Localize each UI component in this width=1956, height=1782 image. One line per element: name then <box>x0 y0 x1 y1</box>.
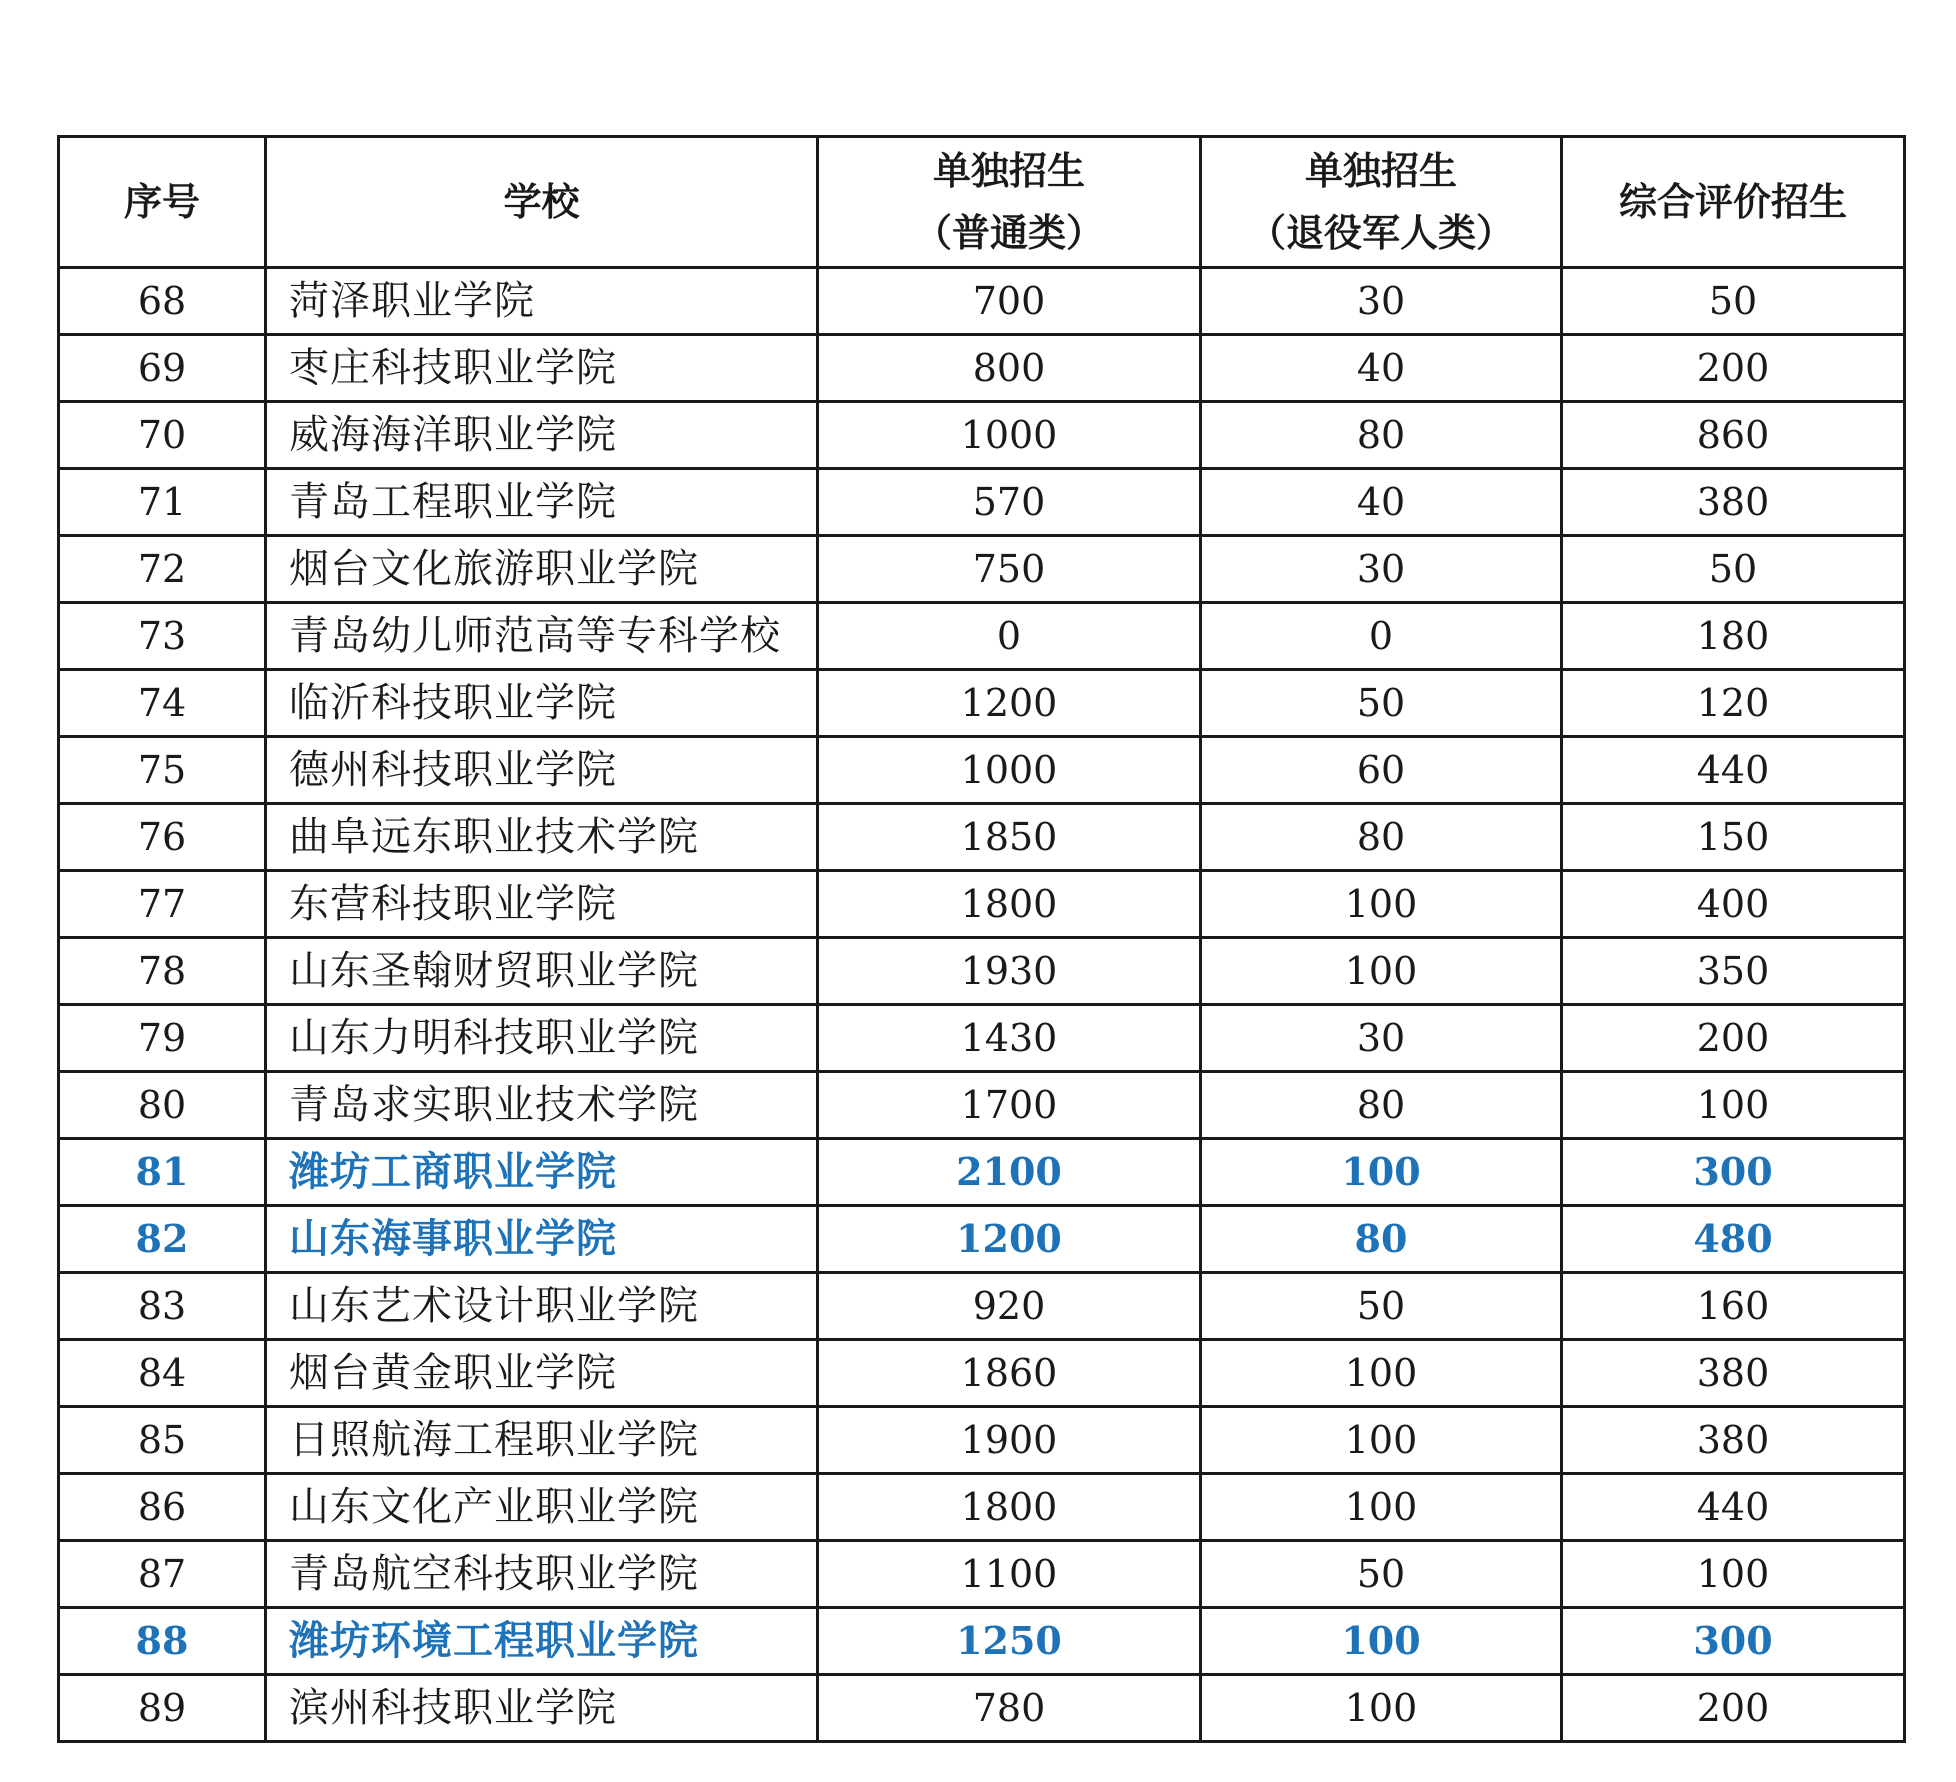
cell-general-enrollment: 800 <box>818 335 1201 402</box>
cell-index: 70 <box>59 402 266 469</box>
cell-veteran-enrollment: 40 <box>1201 469 1562 536</box>
cell-general-enrollment: 920 <box>818 1273 1201 1340</box>
cell-index: 89 <box>59 1675 266 1742</box>
cell-school: 威海海洋职业学院 <box>266 402 818 469</box>
cell-index: 80 <box>59 1072 266 1139</box>
enrollment-table-container <box>57 135 1903 1743</box>
cell-veteran-enrollment: 60 <box>1201 737 1562 804</box>
table-row <box>59 1675 1905 1742</box>
cell-general-enrollment: 1700 <box>818 1072 1201 1139</box>
cell-general-enrollment: 1800 <box>818 871 1201 938</box>
cell-veteran-enrollment: 50 <box>1201 1541 1562 1608</box>
cell-veteran-enrollment: 100 <box>1201 1139 1562 1206</box>
header-general-line1: 单独招生 <box>932 149 1085 193</box>
cell-general-enrollment: 700 <box>818 268 1201 335</box>
cell-school: 菏泽职业学院 <box>266 268 818 335</box>
cell-school: 山东文化产业职业学院 <box>266 1474 818 1541</box>
cell-general-enrollment: 1860 <box>818 1340 1201 1407</box>
table-row <box>59 804 1905 871</box>
table-row <box>59 402 1905 469</box>
cell-index: 82 <box>59 1206 266 1273</box>
cell-general-enrollment: 1200 <box>818 670 1201 737</box>
cell-index: 83 <box>59 1273 266 1340</box>
cell-comprehensive-enrollment: 200 <box>1562 335 1905 402</box>
cell-veteran-enrollment: 100 <box>1201 1608 1562 1675</box>
cell-school: 青岛工程职业学院 <box>266 469 818 536</box>
cell-comprehensive-enrollment: 120 <box>1562 670 1905 737</box>
cell-veteran-enrollment: 100 <box>1201 871 1562 938</box>
cell-comprehensive-enrollment: 300 <box>1562 1608 1905 1675</box>
cell-index: 77 <box>59 871 266 938</box>
header-veteran-enrollment <box>1201 137 1562 268</box>
cell-veteran-enrollment: 0 <box>1201 603 1562 670</box>
cell-general-enrollment: 1930 <box>818 938 1201 1005</box>
cell-general-enrollment: 1250 <box>818 1608 1201 1675</box>
table-row <box>59 1139 1905 1206</box>
cell-general-enrollment: 1850 <box>818 804 1201 871</box>
cell-index: 75 <box>59 737 266 804</box>
cell-comprehensive-enrollment: 380 <box>1562 469 1905 536</box>
header-veteran-line2: （退役军人类） <box>1247 211 1514 255</box>
cell-index: 88 <box>59 1608 266 1675</box>
table-row <box>59 1407 1905 1474</box>
cell-comprehensive-enrollment: 100 <box>1562 1072 1905 1139</box>
cell-school: 日照航海工程职业学院 <box>266 1407 818 1474</box>
cell-school: 潍坊工商职业学院 <box>266 1139 818 1206</box>
cell-school: 青岛幼儿师范高等专科学校 <box>266 603 818 670</box>
table-row <box>59 737 1905 804</box>
cell-school: 潍坊环境工程职业学院 <box>266 1608 818 1675</box>
cell-veteran-enrollment: 80 <box>1201 402 1562 469</box>
cell-veteran-enrollment: 100 <box>1201 938 1562 1005</box>
cell-school: 山东力明科技职业学院 <box>266 1005 818 1072</box>
cell-general-enrollment: 780 <box>818 1675 1201 1742</box>
header-general-line2: （普通类） <box>913 211 1104 255</box>
cell-school: 山东海事职业学院 <box>266 1206 818 1273</box>
cell-comprehensive-enrollment: 200 <box>1562 1005 1905 1072</box>
table-body <box>59 268 1905 1742</box>
cell-index: 76 <box>59 804 266 871</box>
cell-index: 78 <box>59 938 266 1005</box>
cell-index: 81 <box>59 1139 266 1206</box>
header-row <box>59 137 1905 268</box>
table-row <box>59 1541 1905 1608</box>
cell-comprehensive-enrollment: 400 <box>1562 871 1905 938</box>
cell-school: 青岛求实职业技术学院 <box>266 1072 818 1139</box>
cell-general-enrollment: 570 <box>818 469 1201 536</box>
cell-school: 东营科技职业学院 <box>266 871 818 938</box>
cell-comprehensive-enrollment: 380 <box>1562 1340 1905 1407</box>
cell-school: 滨州科技职业学院 <box>266 1675 818 1742</box>
cell-school: 山东艺术设计职业学院 <box>266 1273 818 1340</box>
cell-comprehensive-enrollment: 180 <box>1562 603 1905 670</box>
cell-veteran-enrollment: 50 <box>1201 1273 1562 1340</box>
cell-general-enrollment: 1200 <box>818 1206 1201 1273</box>
header-comprehensive-enrollment: 综合评价招生 <box>1562 137 1905 268</box>
cell-veteran-enrollment: 80 <box>1201 1072 1562 1139</box>
cell-comprehensive-enrollment: 100 <box>1562 1541 1905 1608</box>
table-row <box>59 469 1905 536</box>
cell-general-enrollment: 1800 <box>818 1474 1201 1541</box>
table-row <box>59 1608 1905 1675</box>
cell-comprehensive-enrollment: 350 <box>1562 938 1905 1005</box>
cell-school: 烟台黄金职业学院 <box>266 1340 818 1407</box>
cell-veteran-enrollment: 80 <box>1201 804 1562 871</box>
table-row <box>59 670 1905 737</box>
cell-comprehensive-enrollment: 300 <box>1562 1139 1905 1206</box>
cell-general-enrollment: 2100 <box>818 1139 1201 1206</box>
cell-veteran-enrollment: 100 <box>1201 1675 1562 1742</box>
table-row <box>59 1273 1905 1340</box>
cell-general-enrollment: 0 <box>818 603 1201 670</box>
cell-general-enrollment: 1900 <box>818 1407 1201 1474</box>
header-general-enrollment <box>818 137 1201 268</box>
cell-index: 72 <box>59 536 266 603</box>
cell-index: 68 <box>59 268 266 335</box>
cell-school: 德州科技职业学院 <box>266 737 818 804</box>
table-header <box>59 137 1905 268</box>
cell-comprehensive-enrollment: 160 <box>1562 1273 1905 1340</box>
cell-index: 87 <box>59 1541 266 1608</box>
cell-comprehensive-enrollment: 150 <box>1562 804 1905 871</box>
cell-general-enrollment: 1000 <box>818 737 1201 804</box>
cell-comprehensive-enrollment: 860 <box>1562 402 1905 469</box>
cell-general-enrollment: 1100 <box>818 1541 1201 1608</box>
cell-comprehensive-enrollment: 440 <box>1562 737 1905 804</box>
cell-veteran-enrollment: 50 <box>1201 670 1562 737</box>
cell-comprehensive-enrollment: 380 <box>1562 1407 1905 1474</box>
table-row <box>59 1072 1905 1139</box>
cell-veteran-enrollment: 100 <box>1201 1407 1562 1474</box>
header-index: 序号 <box>59 137 266 268</box>
cell-index: 69 <box>59 335 266 402</box>
table-row <box>59 603 1905 670</box>
enrollment-table <box>57 135 1906 1743</box>
cell-school: 烟台文化旅游职业学院 <box>266 536 818 603</box>
cell-veteran-enrollment: 100 <box>1201 1340 1562 1407</box>
cell-comprehensive-enrollment: 200 <box>1562 1675 1905 1742</box>
cell-general-enrollment: 1000 <box>818 402 1201 469</box>
cell-index: 86 <box>59 1474 266 1541</box>
cell-veteran-enrollment: 30 <box>1201 1005 1562 1072</box>
cell-school: 曲阜远东职业技术学院 <box>266 804 818 871</box>
table-row <box>59 1340 1905 1407</box>
table-row <box>59 536 1905 603</box>
cell-comprehensive-enrollment: 440 <box>1562 1474 1905 1541</box>
cell-school: 枣庄科技职业学院 <box>266 335 818 402</box>
cell-index: 79 <box>59 1005 266 1072</box>
table-row <box>59 1474 1905 1541</box>
cell-veteran-enrollment: 30 <box>1201 536 1562 603</box>
cell-veteran-enrollment: 30 <box>1201 268 1562 335</box>
table-row <box>59 268 1905 335</box>
header-veteran-line1: 单独招生 <box>1304 149 1457 193</box>
table-row <box>59 1005 1905 1072</box>
cell-general-enrollment: 1430 <box>818 1005 1201 1072</box>
cell-comprehensive-enrollment: 480 <box>1562 1206 1905 1273</box>
table-row <box>59 335 1905 402</box>
cell-veteran-enrollment: 40 <box>1201 335 1562 402</box>
cell-general-enrollment: 750 <box>818 536 1201 603</box>
table-row <box>59 1206 1905 1273</box>
header-school: 学校 <box>266 137 818 268</box>
cell-veteran-enrollment: 100 <box>1201 1474 1562 1541</box>
cell-index: 84 <box>59 1340 266 1407</box>
cell-index: 71 <box>59 469 266 536</box>
cell-school: 青岛航空科技职业学院 <box>266 1541 818 1608</box>
cell-index: 73 <box>59 603 266 670</box>
cell-comprehensive-enrollment: 50 <box>1562 268 1905 335</box>
cell-index: 74 <box>59 670 266 737</box>
table-row <box>59 938 1905 1005</box>
cell-index: 85 <box>59 1407 266 1474</box>
table-row <box>59 871 1905 938</box>
cell-comprehensive-enrollment: 50 <box>1562 536 1905 603</box>
cell-school: 山东圣翰财贸职业学院 <box>266 938 818 1005</box>
cell-school: 临沂科技职业学院 <box>266 670 818 737</box>
cell-veteran-enrollment: 80 <box>1201 1206 1562 1273</box>
